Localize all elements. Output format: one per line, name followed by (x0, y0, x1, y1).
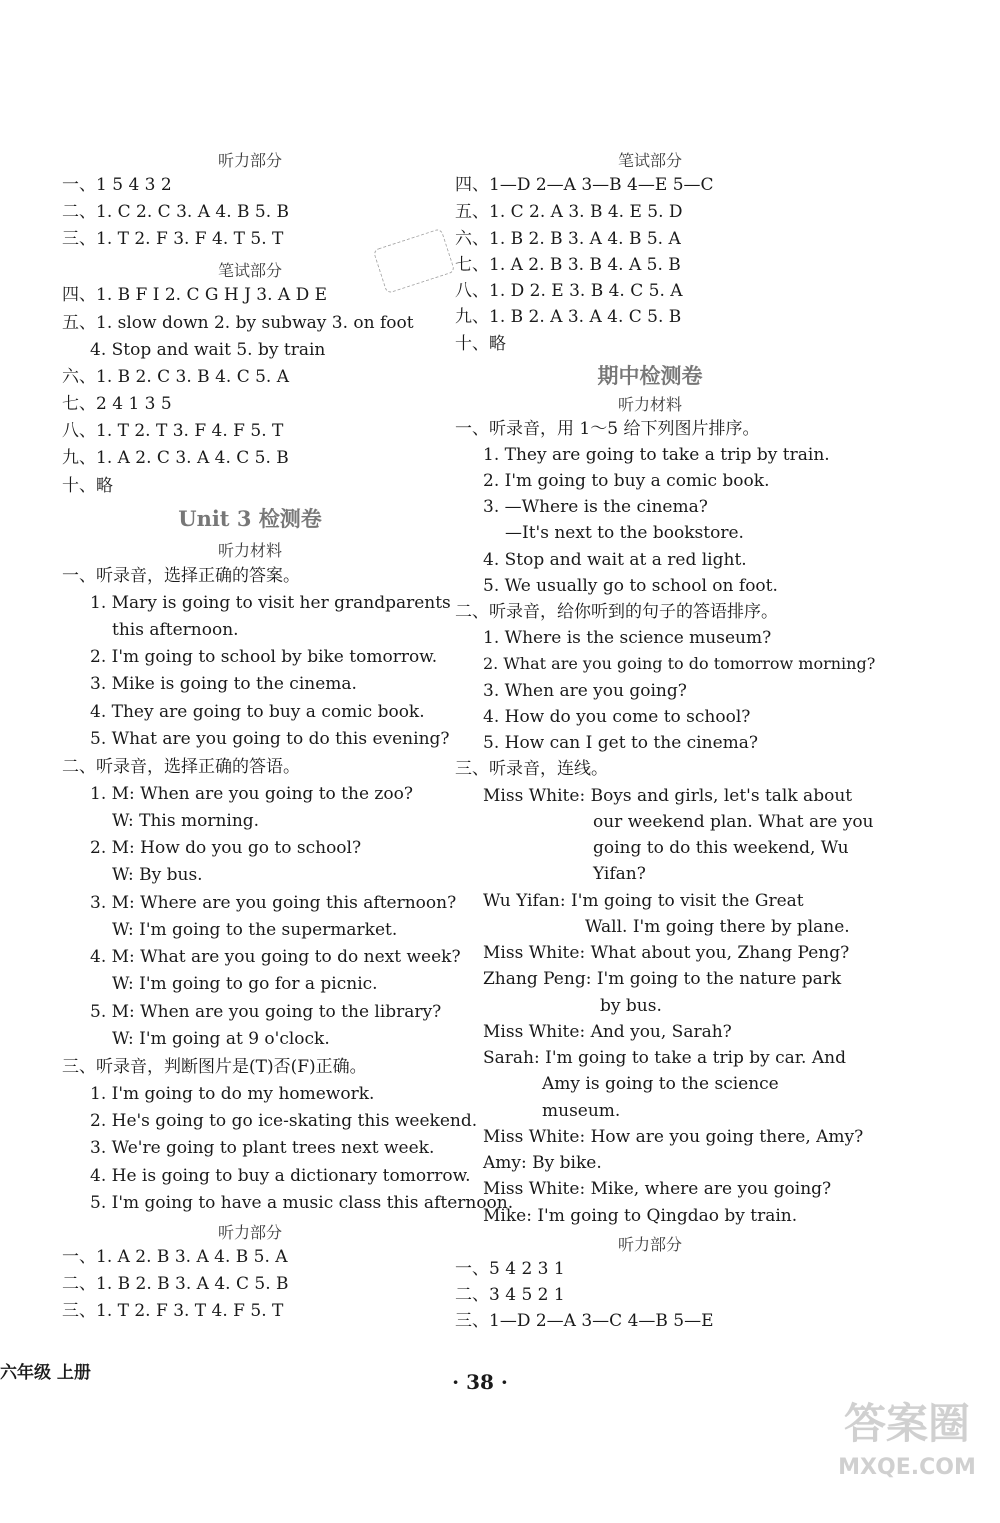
transcript-line: W: By bus. (112, 865, 203, 885)
dialogue-line: Miss White: Mike, where are you going? (483, 1179, 832, 1199)
transcript-line: W: I'm going to go for a picnic. (112, 974, 378, 994)
transcript-line: 4. M: What are you going to do next week? (90, 947, 461, 967)
transcript-line: 5. How can I get to the cinema? (483, 733, 758, 753)
answer-line: 四、1—D 2—A 3—B 4—E 5—C (455, 175, 714, 195)
dialogue-line: Miss White: And you, Sarah? (483, 1022, 732, 1042)
transcript-line: 5. What are you going to do this evening? (90, 729, 450, 749)
transcript-line: 1. They are going to take a trip by train. (483, 445, 830, 465)
answer-line: 三、1—D 2—A 3—C 4—B 5—E (455, 1311, 714, 1331)
transcript-line: 3. M: Where are you going this afternoon? (90, 893, 457, 913)
transcript-line: 2. He's going to go ice-skating this weekend. (90, 1111, 478, 1131)
transcript-line: this afternoon. (112, 620, 239, 640)
answer-line: 二、3 4 5 2 1 (455, 1285, 565, 1305)
question-heading: 二、听录音，选择正确的答语。 (62, 757, 300, 777)
question-heading: 三、听录音，连线。 (455, 759, 608, 779)
transcript-line: 4. Stop and wait at a red light. (483, 550, 747, 570)
transcript-line: 2. I'm going to buy a comic book. (483, 471, 770, 491)
answer-line: 一、5 4 2 3 1 (455, 1259, 565, 1279)
answer-line: 九、1. A 2. C 3. A 4. C 5. B (62, 448, 289, 468)
answer-line: 一、1. A 2. B 3. A 4. B 5. A (62, 1247, 288, 1267)
dialogue-line: by bus. (600, 996, 662, 1016)
transcript-line: 4. They are going to buy a comic book. (90, 702, 425, 722)
answer-line: 十、略 (455, 334, 506, 354)
answer-line: 十、略 (62, 476, 113, 496)
transcript-line: 2. I'm going to school by bike tomorrow. (90, 647, 438, 667)
transcript-line: 5. I'm going to have a music class this afternoon. (90, 1193, 514, 1213)
transcript-line: 2. What are you going to do tomorrow morning? (483, 654, 876, 673)
transcript-line: 2. M: How do you go to school? (90, 838, 362, 858)
dialogue-line: Wall. I'm going there by plane. (585, 917, 850, 937)
dialogue-line: Amy is going to the science (542, 1074, 779, 1094)
transcript-line: 3. When are you going? (483, 681, 687, 701)
dialogue-line: our weekend plan. What are you (593, 812, 874, 832)
answer-line: 四、1. B F I 2. C G H J 3. A D E (62, 285, 328, 305)
answer-line: 4. Stop and wait 5. by train (90, 340, 326, 360)
dialogue-line: Miss White: Boys and girls, let's talk about (483, 786, 853, 806)
dialogue-line: Yifan? (593, 864, 646, 884)
answer-line: 六、1. B 2. C 3. B 4. C 5. A (62, 367, 290, 387)
answers-heading: 听力部分 (617, 1235, 682, 1254)
transcript-line: 3. We're going to plant trees next week. (90, 1138, 435, 1158)
answer-line: 九、1. B 2. A 3. A 4. C 5. B (455, 307, 682, 327)
dialogue-line: Mike: I'm going to Qingdao by train. (483, 1206, 798, 1226)
answer-line: 六、1. B 2. B 3. A 4. B 5. A (455, 229, 681, 249)
section-heading-listening: 听力部分 (217, 151, 282, 170)
transcript-line: 1. Where is the science museum? (483, 628, 772, 648)
dialogue-line: Wu Yifan: I'm going to visit the Great (483, 891, 804, 911)
transcript-line: 4. He is going to buy a dictionary tomorrow. (90, 1166, 471, 1186)
material-heading: 听力材料 (217, 541, 282, 560)
transcript-line: 5. M: When are you going to the library? (90, 1002, 442, 1022)
transcript-line: W: I'm going to the supermarket. (112, 920, 398, 940)
answer-line: 八、1. T 2. T 3. F 4. F 5. T (62, 421, 284, 441)
question-heading: 二、听录音，给你听到的句子的答语排序。 (455, 602, 778, 622)
dialogue-line: Sarah: I'm going to take a trip by car. And (483, 1048, 846, 1068)
material-heading: 听力材料 (617, 395, 682, 414)
transcript-line: 5. We usually go to school on foot. (483, 576, 778, 596)
question-heading: 一、听录音，用 1～5 给下列图片排序。 (455, 419, 760, 439)
answer-line: 七、1. A 2. B 3. B 4. A 5. B (455, 255, 681, 275)
transcript-line: 1. I'm going to do my homework. (90, 1084, 375, 1104)
answers-heading: 听力部分 (217, 1223, 282, 1242)
transcript-line: —It's next to the bookstore. (505, 523, 744, 543)
answer-line: 五、1. slow down 2. by subway 3. on foot (62, 313, 414, 333)
dialogue-line: going to do this weekend, Wu (593, 838, 849, 858)
unit-title: Unit 3 检测卷 (178, 506, 322, 531)
dialogue-line: Zhang Peng: I'm going to the nature park (483, 969, 842, 989)
transcript-line: 1. M: When are you going to the zoo? (90, 784, 413, 804)
dialogue-line: Miss White: What about you, Zhang Peng? (483, 943, 850, 963)
answer-line: 五、1. C 2. A 3. B 4. E 5. D (455, 202, 683, 222)
transcript-line: 3. Mike is going to the cinema. (90, 674, 357, 694)
transcript-line: W: This morning. (112, 811, 260, 831)
answer-line: 三、1. T 2. F 3. T 4. F 5. T (62, 1301, 284, 1321)
transcript-line: 3. —Where is the cinema? (483, 497, 708, 517)
watermark-logo (832, 1393, 982, 1513)
dialogue-line: Amy: By bike. (483, 1153, 602, 1173)
answer-line: 二、1. B 2. B 3. A 4. C 5. B (62, 1274, 289, 1294)
transcript-line: 4. How do you come to school? (483, 707, 751, 727)
question-heading: 三、听录音，判断图片是(T)否(F)正确。 (62, 1057, 367, 1077)
answer-line: 二、1. C 2. C 3. A 4. B 5. B (62, 202, 290, 222)
watermark-text: 答案圈 (843, 1399, 970, 1448)
dialogue-line: museum. (542, 1101, 621, 1121)
stamp-mark (373, 228, 456, 294)
answer-line: 一、1 5 4 3 2 (62, 175, 172, 195)
transcript-line: 1. Mary is going to visit her grandparents (90, 593, 451, 613)
grade-label: 六年级 上册 (0, 1363, 91, 1383)
page-number: · 38 · (452, 1370, 508, 1394)
midterm-title: 期中检测卷 (597, 363, 703, 388)
answer-line: 七、2 4 1 3 5 (62, 394, 172, 414)
dialogue-line: Miss White: How are you going there, Amy? (483, 1127, 864, 1147)
question-heading: 一、听录音，选择正确的答案。 (62, 566, 300, 586)
answer-line: 八、1. D 2. E 3. B 4. C 5. A (455, 281, 683, 301)
section-heading-written: 笔试部分 (217, 261, 282, 280)
watermark-url: MXQE.COM (838, 1455, 976, 1480)
answer-line: 三、1. T 2. F 3. F 4. T 5. T (62, 229, 284, 249)
transcript-line: W: I'm going at 9 o'clock. (112, 1029, 330, 1049)
section-heading-written: 笔试部分 (617, 151, 682, 170)
